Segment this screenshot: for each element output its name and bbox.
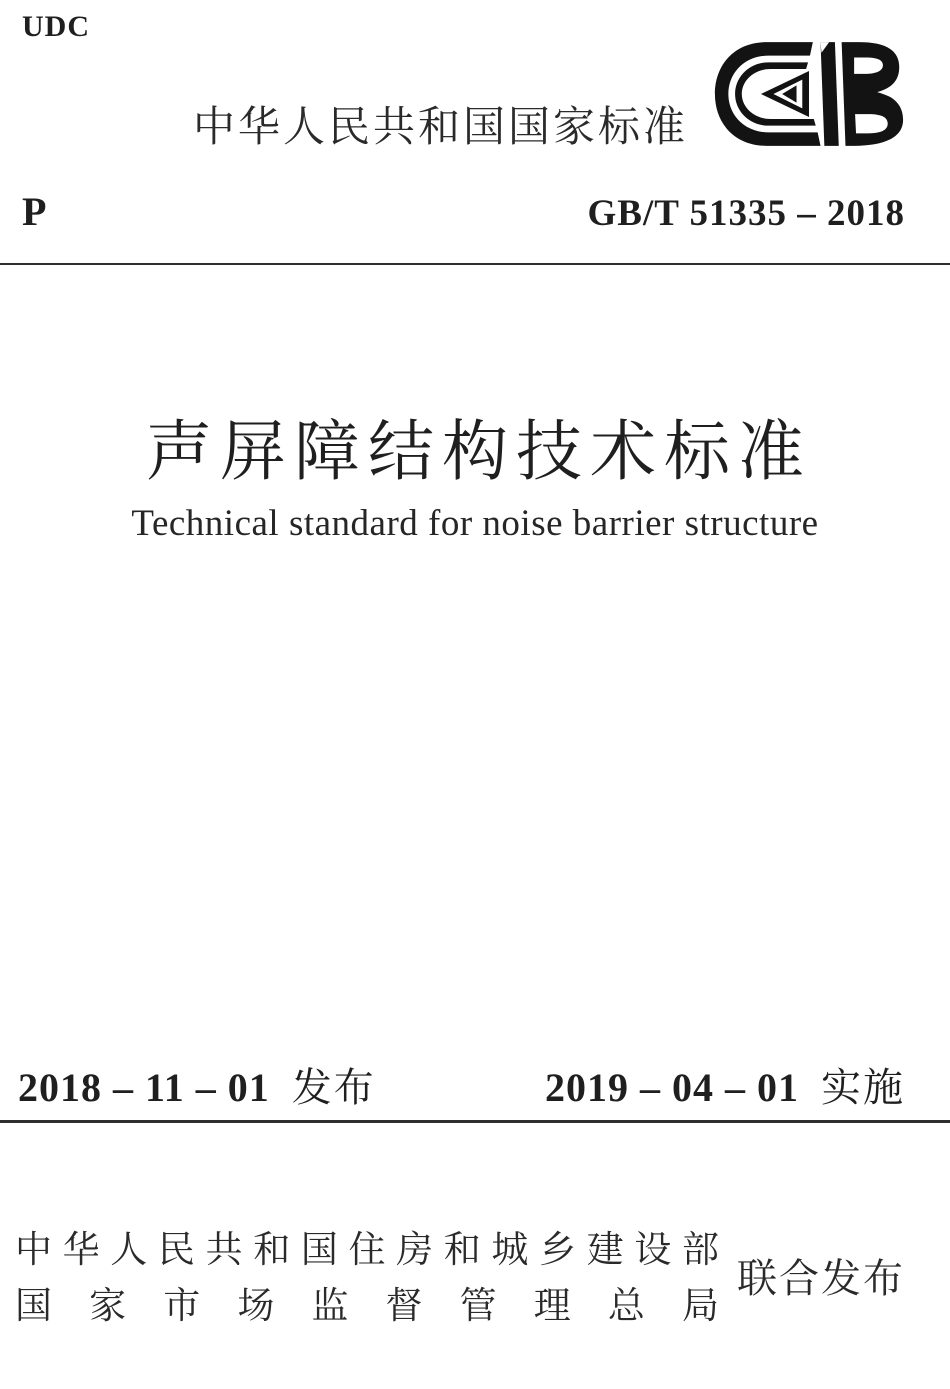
title-chinese: 声屏障结构技术标准 xyxy=(146,416,812,489)
gb-logo-icon xyxy=(713,40,905,148)
header-divider xyxy=(0,263,950,265)
standard-number: GB/T 51335 – 2018 xyxy=(587,193,905,234)
issue-date: 2018 – 11 – 01 xyxy=(18,1065,270,1110)
implementation-date: 2019 – 04 – 01 xyxy=(545,1065,799,1110)
implementation-date-group xyxy=(545,1056,905,1113)
classification-code: P xyxy=(22,189,47,234)
issue-label: 发布 xyxy=(291,1066,376,1110)
publishers-block xyxy=(15,1222,719,1334)
joint-issue-label: 联合发布 xyxy=(737,1257,905,1301)
title-english: Technical standard for noise barrier structure xyxy=(131,503,819,544)
footer-divider xyxy=(0,1120,950,1123)
publisher-line-2: 国家市场监督管理总局 xyxy=(15,1285,719,1326)
dates-row xyxy=(18,1056,905,1113)
udc-code: UDC xyxy=(22,10,90,43)
implementation-label: 实施 xyxy=(821,1066,905,1110)
issue-date-group xyxy=(18,1056,376,1113)
publisher-line-1: 中华人民共和国住房和城乡建设部 xyxy=(15,1229,719,1270)
national-standard-heading: 中华人民共和国国家标准 xyxy=(193,103,689,150)
